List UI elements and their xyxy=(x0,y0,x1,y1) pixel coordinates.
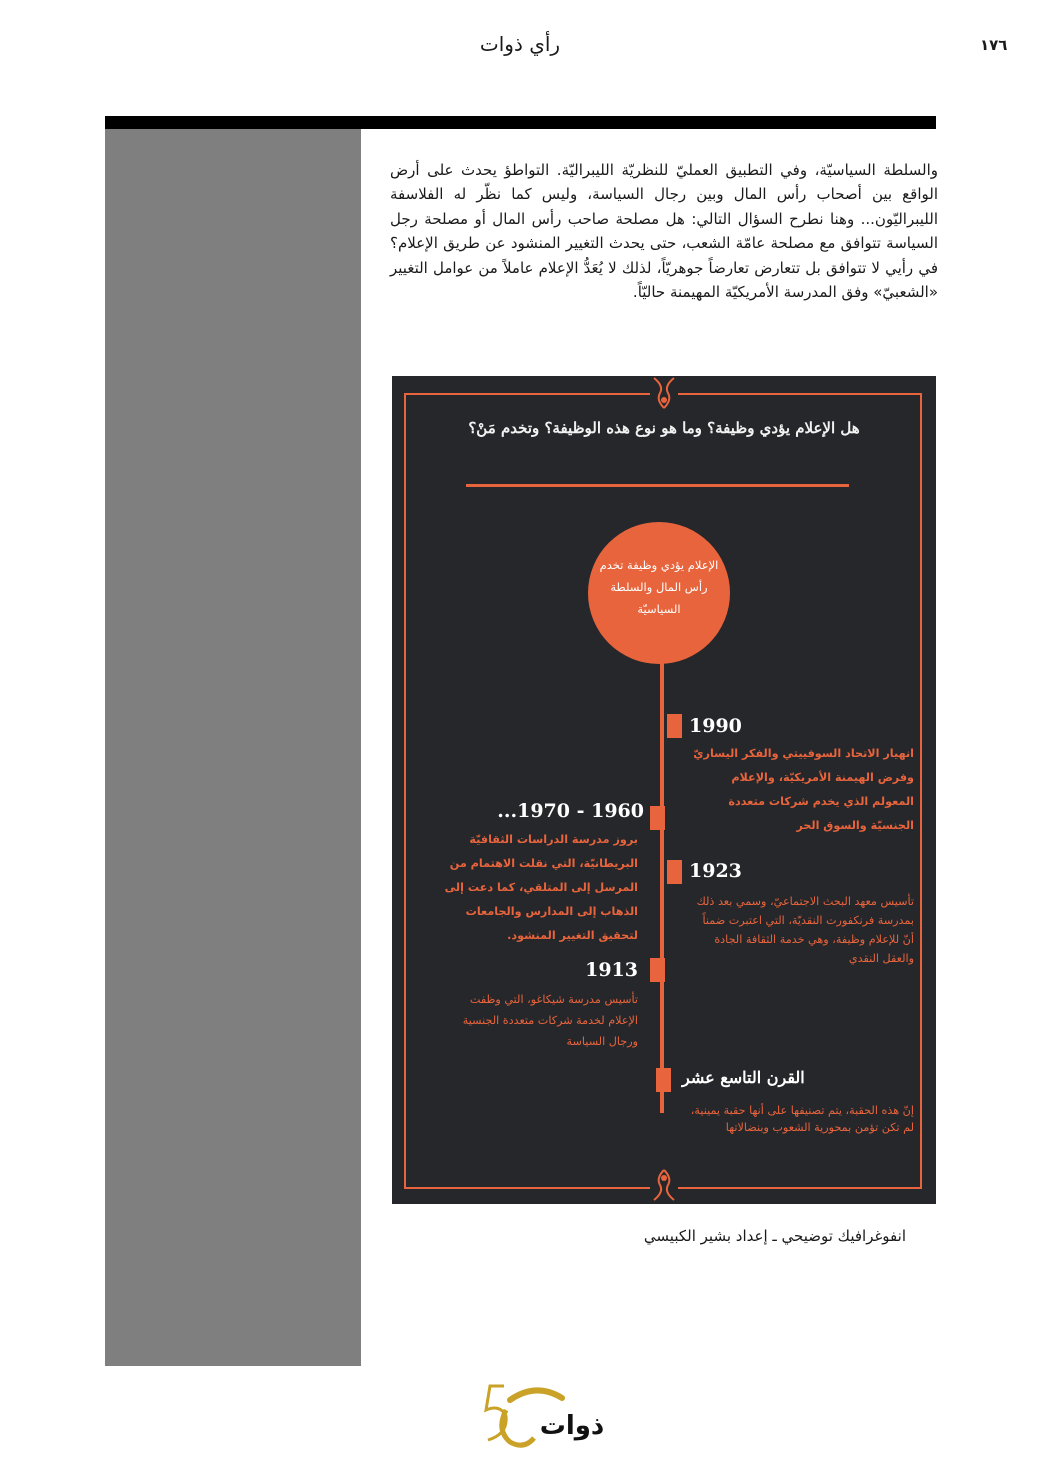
infographic-title: هل الإعلام يؤدي وظيفة؟ وما هو نوع هذه الوظيفة؟ وتخدم مَنْ؟ xyxy=(468,419,860,437)
bottom-ornament-icon xyxy=(650,1168,678,1202)
dhawat-logo-icon xyxy=(476,1380,606,1450)
event-description: انهيار الاتحاد السوفييتي والفكر اليساريّ وفرض الهيمنة الأمريكيّة، والإعلام المعولم الذي يخدم شركات متعددة الجنسيّة والسوق الحر xyxy=(693,747,914,832)
infographic xyxy=(392,376,936,1204)
event-description: تأسيس معهد البحث الاجتماعيّ، وسمي بعد ذلك بمدرسة فرنكفورت النقديّة، التي اعتبرت ضمناً أنّ للإعلام وظيفة، وهي خدمة الثقافة الجادة والعقل النقدي xyxy=(696,895,914,965)
timeline-marker xyxy=(667,714,682,738)
page-number: ١٧٦ xyxy=(980,36,1008,54)
logo-text: ذوات xyxy=(539,1411,605,1441)
timeline-marker xyxy=(667,860,682,884)
running-header: رأي ذوات xyxy=(479,32,561,56)
infographic-caption: انفوغرافيك توضيحي ـ إعداد بشير الكبيسي xyxy=(643,1227,906,1245)
event-year: 1923 xyxy=(689,860,742,882)
timeline-marker xyxy=(656,1068,671,1092)
timeline-axis xyxy=(660,661,664,1113)
timeline-marker xyxy=(650,806,665,830)
central-circle-text: الإعلام يؤدي وظيفة تخدم رأس المال والسلطة السياسيّة xyxy=(599,558,719,616)
timeline-marker xyxy=(650,958,665,982)
event-description: بروز مدرسة الدراسات الثقافيّة البريطانيّة، التي نقلت الاهتمام من المرسل إلى المتلقي، كما دعت إلى الذهاب إلى المدارس والجامعات لتحقيق التغيير المنشود. xyxy=(444,833,638,942)
event-year: 1960 - 1970... xyxy=(497,800,644,822)
gray-side-column xyxy=(105,129,361,1366)
event-year: القرن التاسع عشر xyxy=(682,1068,805,1087)
event-year: 1913 xyxy=(585,959,638,981)
event-description: إنّ هذه الحقبة، يتم تصنيفها على أنها حقبة يمينية، لم تكن تؤمن بمحورية الشعوب وبنضالاتها xyxy=(690,1104,914,1134)
event-year: 1990 xyxy=(689,715,742,737)
article-paragraph: والسلطة السياسيّة، وفي التطبيق العمليّ للنظريّة الليبراليّة. التواطؤ يحدث على أرض الواقع بين أصحاب رأس المال وبين رجال السياسة، وليس كما نظّر له الفلاسفة الليبراليّون... وهنا نطرح السؤال التالي: هل مصلحة صاحب رأس المال أو مصلحة رجل السياسة تتوافق مع مصلحة عامّة الشعب، حتى يحدث التغيير المنشود عن طريق الإعلام؟ في رأيي لا تتوافق بل تتعارض تعارضاً جوهريّاً، لذلك لا يُعَدُّ الإعلام عاملاً من عوامل التغيير «الشعبيّ» وفق المدرسة الأمريكيّة المهيمنة حاليّاً. xyxy=(390,161,938,302)
title-underline xyxy=(466,484,849,487)
header-black-rule xyxy=(105,116,936,129)
event-description: تأسيس مدرسة شيكاغو، التي وظفت الإعلام لخدمة شركات متعددة الجنسية ورجال السياسة xyxy=(462,993,638,1048)
top-ornament-icon xyxy=(650,376,678,410)
